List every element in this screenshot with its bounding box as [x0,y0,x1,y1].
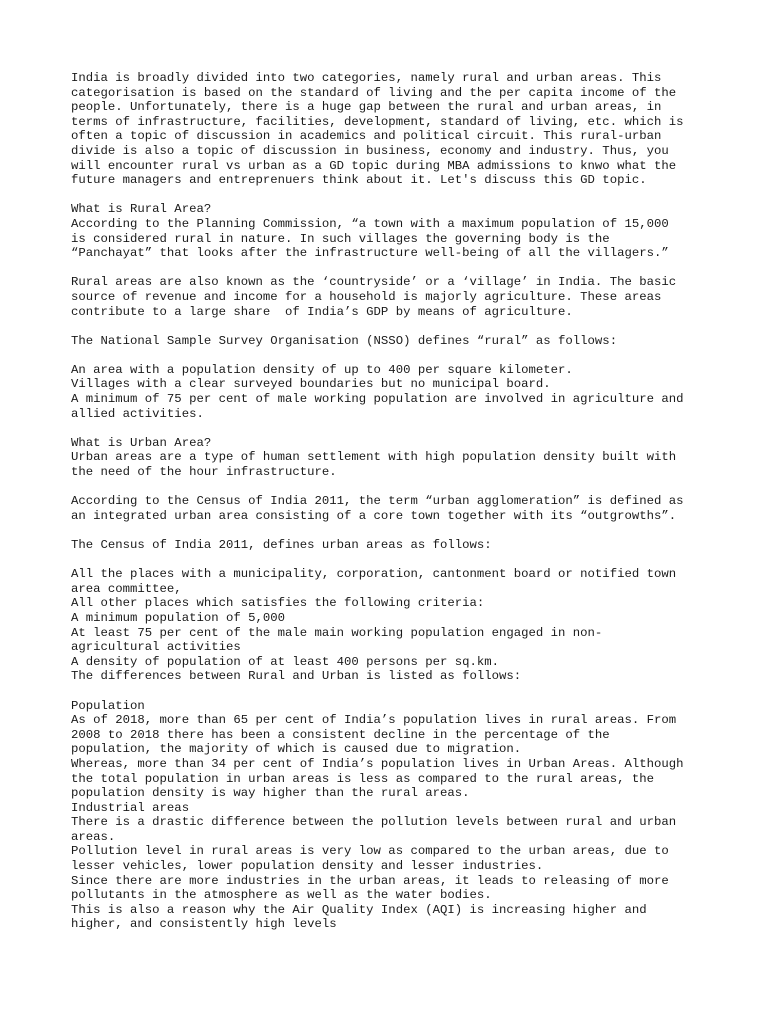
document-body: India is broadly divided into two categories, namely rural and urban areas. This categorisation is based on the standard of living and the per capita income of the people. Unfortunately, there is a huge gap between the rural and urban areas, in terms of infrastructure, facilities, development, standard of living, etc. which is often a topic of discussion in academics and political circuit. This rural-urban divide is also a topic of discussion in business, economy and industry. Thus, you will encounter rural vs urban as a GD topic during MBA admissions to knwo what the future managers and entreprenuers think about it. Let's discuss this GD topic. What is Rural Area? According to the Planning Commission, “a town with a maximum population of 15,000 is considered rural in nature. In such villages the governing body is the “Panchayat” that looks after the infrastructure well-being of all the villagers.” Rural areas are also known as the ‘countryside’ or a ‘village’ in India. The basic source of revenue and income for a household is majorly agriculture. These areas contribute to a large share of India’s GDP by means of agriculture. The National Sample Survey Organisation (NSSO) defines “rural” as follows: An area with a population density of up to 400 per square kilometer. Villages with a clear surveyed boundaries but no municipal board. A minimum of 75 per cent of male working population are involved in agriculture and allied activities. What is Urban Area? Urban areas are a type of human settlement with high population density built with the need of the hour infrastructure. According to the Census of India 2011, the term “urban agglomeration” is defined as an integrated urban area consisting of a core town together with its “outgrowths”. The Census of India 2011, defines urban areas as follows: All the places with a municipality, corporation, cantonment board or notified town area committee, All other places which satisfies the following criteria: A minimum population of 5,000 At least 75 per cent of the male main working population engaged in non- agricultural activities A density of population of at least 400 persons per sq.km. The differences between Rural and Urban is listed as follows: Population As of 2018, more than 65 per cent of India’s population lives in rural areas. From 2008 to 2018 there has been a consistent decline in the percentage of the population, the majority of which is caused due to migration. Whereas, more than 34 per cent of India’s population lives in Urban Areas. Although the total population in urban areas is less as compared to the rural areas, the population density is way higher than the rural areas. Industrial areas There is a drastic difference between the pollution levels between rural and urban areas. Pollution level in rural areas is very low as compared to the urban areas, due to lesser vehicles, lower population density and lesser industries. Since there are more industries in the urban areas, it leads to releasing of more pollutants in the atmosphere as well as the water bodies. This is also a reason why the Air Quality Index (AQI) is increasing higher and higher, and consistently high levels [71,71,684,932]
